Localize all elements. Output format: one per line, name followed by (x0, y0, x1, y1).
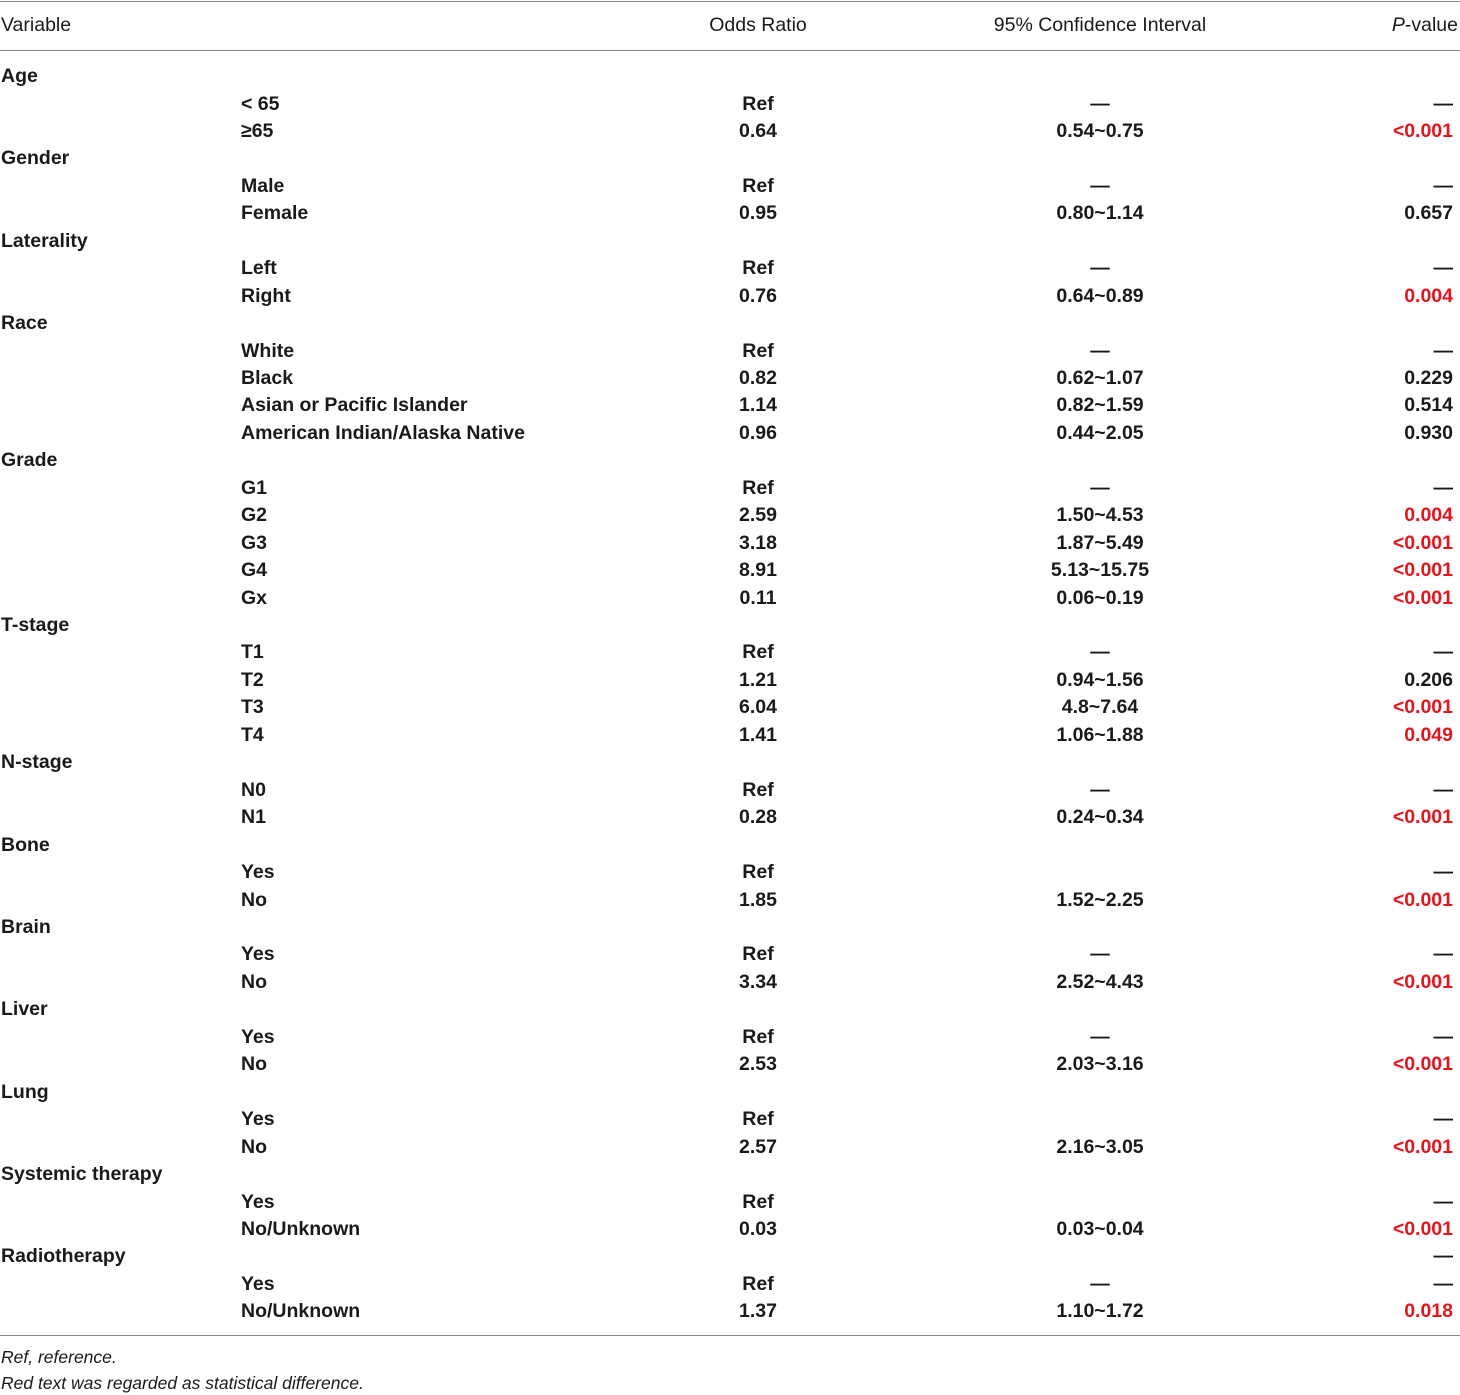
odds-ratio-value: 0.03 (739, 1217, 777, 1240)
p-value: <0.001 (1392, 888, 1453, 911)
odds-ratio-value: 0.96 (739, 421, 777, 444)
group-label: Grade (1, 449, 58, 472)
odds-ratio-value: 0.76 (739, 284, 777, 307)
group-p-value: — (1433, 1245, 1453, 1268)
row-category-label: T1 (241, 641, 264, 664)
p-value: <0.001 (1392, 696, 1453, 719)
p-value: — (1433, 339, 1453, 362)
p-value: 0.049 (1404, 723, 1453, 746)
odds-ratio-value: Ref (742, 476, 774, 499)
row-category-label: N1 (241, 806, 266, 829)
group-label: Bone (1, 833, 50, 856)
confidence-interval-value: 0.82~1.59 (1056, 394, 1144, 417)
column-header-variable: Variable (1, 14, 72, 36)
p-value: — (1433, 174, 1453, 197)
column-header-p-value (1392, 12, 1458, 39)
confidence-interval-value: 0.24~0.34 (1056, 806, 1144, 829)
row-category-label: Left (241, 257, 277, 280)
row-category-label: No/Unknown (241, 1217, 361, 1240)
p-value: <0.001 (1392, 970, 1453, 993)
confidence-interval-value: — (1090, 174, 1110, 197)
confidence-interval-value: 0.03~0.04 (1056, 1217, 1144, 1240)
row-category-label: T2 (241, 668, 264, 691)
p-value: 0.514 (1404, 394, 1453, 417)
p-value: — (1433, 1272, 1453, 1295)
confidence-interval-value: 1.87~5.49 (1056, 531, 1144, 554)
row-category-label: Yes (241, 1272, 275, 1295)
table-header-rule (0, 50, 1460, 51)
p-value: — (1433, 943, 1453, 966)
p-value: <0.001 (1392, 531, 1453, 554)
footnote-red-text: Red text was regarded as statistical difference. (1, 1373, 364, 1393)
group-label: Lung (1, 1080, 49, 1103)
row-category-label: G3 (241, 531, 268, 554)
confidence-interval-value: 0.54~0.75 (1056, 119, 1144, 142)
row-category-label: No (241, 888, 267, 911)
group-label: Systemic therapy (1, 1163, 163, 1185)
footnote-ref: Ref, reference. (1, 1347, 117, 1367)
group-label: Liver (1, 998, 48, 1021)
p-value: <0.001 (1392, 1217, 1453, 1240)
confidence-interval-value: 2.03~3.16 (1056, 1053, 1144, 1076)
confidence-interval-value: 2.52~4.43 (1056, 970, 1144, 993)
confidence-interval-value: — (1090, 641, 1110, 664)
odds-ratio-value: 1.37 (739, 1300, 777, 1323)
confidence-interval-value: 1.06~1.88 (1056, 723, 1144, 746)
confidence-interval-value: — (1090, 476, 1110, 499)
confidence-interval-value: — (1090, 943, 1110, 966)
row-category-label: Yes (241, 1025, 275, 1048)
odds-ratio-value: 2.59 (739, 504, 777, 527)
p-value: 0.018 (1404, 1300, 1453, 1323)
p-value: <0.001 (1392, 806, 1453, 829)
odds-ratio-value: 1.85 (739, 888, 777, 911)
row-category-label: Yes (241, 943, 275, 966)
row-category-label: American Indian/Alaska Native (241, 421, 525, 444)
odds-ratio-value: Ref (742, 943, 774, 966)
column-header-p-suffix: -value (1404, 14, 1458, 36)
odds-ratio-value: Ref (742, 1190, 774, 1213)
group-label: Race (1, 312, 48, 334)
row-category-label: T3 (241, 696, 264, 719)
confidence-interval-value: 0.94~1.56 (1056, 668, 1144, 691)
p-value: — (1433, 641, 1453, 664)
odds-ratio-value: 6.04 (739, 696, 777, 719)
odds-ratio-value: 0.82 (739, 366, 777, 389)
column-header-p-italic: P (1391, 14, 1405, 36)
row-category-label: White (241, 339, 295, 362)
odds-ratio-value: Ref (742, 1025, 774, 1048)
row-category-label: Female (241, 202, 309, 225)
odds-ratio-value: 0.28 (739, 806, 777, 829)
odds-ratio-value: Ref (742, 257, 774, 280)
p-value: 0.004 (1404, 504, 1453, 527)
p-value: 0.229 (1404, 366, 1453, 389)
p-value: 0.206 (1404, 668, 1453, 691)
odds-ratio-value: Ref (742, 339, 774, 362)
row-category-label: G1 (241, 476, 268, 499)
row-category-label: Gx (241, 586, 268, 609)
row-category-label: Male (241, 174, 285, 197)
column-header-odds-ratio: Odds Ratio (709, 14, 807, 36)
row-category-label: Black (241, 366, 294, 389)
confidence-interval-value: — (1090, 257, 1110, 280)
p-value: — (1433, 778, 1453, 801)
odds-ratio-value: 2.57 (739, 1135, 777, 1158)
row-category-label: T4 (241, 723, 264, 746)
group-label: Brain (1, 915, 51, 938)
p-value: — (1433, 476, 1453, 499)
p-value: — (1433, 1108, 1453, 1131)
p-value: 0.930 (1404, 421, 1453, 444)
row-category-label: Yes (241, 1108, 275, 1131)
row-category-label: No (241, 970, 267, 993)
row-category-label: G2 (241, 504, 268, 527)
odds-ratio-value: 0.95 (739, 202, 777, 225)
confidence-interval-value: 4.8~7.64 (1061, 696, 1139, 719)
confidence-interval-value: 5.13~15.75 (1050, 559, 1150, 582)
p-value: — (1433, 92, 1453, 115)
odds-ratio-value: Ref (742, 174, 774, 197)
p-value: <0.001 (1392, 586, 1453, 609)
odds-ratio-value: Ref (742, 92, 774, 115)
confidence-interval-value: 0.62~1.07 (1056, 366, 1144, 389)
confidence-interval-value: — (1090, 1025, 1110, 1048)
confidence-interval-value: — (1090, 339, 1110, 362)
p-value: — (1433, 1190, 1453, 1213)
odds-ratio-value: 1.14 (739, 394, 777, 417)
confidence-interval-value: 1.52~2.25 (1056, 888, 1144, 911)
group-label: Laterality (1, 229, 88, 252)
odds-ratio-value: 8.91 (739, 559, 777, 582)
confidence-interval-value: 2.16~3.05 (1056, 1135, 1144, 1158)
row-category-label: Yes (241, 1190, 275, 1213)
p-value: — (1433, 257, 1453, 280)
confidence-interval-value: — (1090, 1272, 1110, 1295)
confidence-interval-value: 1.10~1.72 (1056, 1300, 1144, 1323)
p-value: — (1433, 1025, 1453, 1048)
odds-ratio-value: Ref (742, 778, 774, 801)
odds-ratio-value: 1.21 (739, 668, 777, 691)
odds-ratio-value: 0.11 (739, 586, 777, 609)
odds-ratio-value: 3.18 (739, 531, 777, 554)
row-category-label: Yes (241, 861, 275, 883)
p-value: <0.001 (1392, 559, 1453, 582)
odds-ratio-value: 3.34 (739, 970, 777, 993)
p-value: 0.657 (1404, 202, 1453, 225)
p-value: 0.004 (1404, 284, 1453, 307)
p-value: <0.001 (1392, 1135, 1453, 1158)
table-bottom-rule (0, 1335, 1460, 1336)
confidence-interval-value: — (1090, 92, 1110, 115)
confidence-interval-value: — (1090, 778, 1110, 801)
column-header-ci: 95% Confidence Interval (993, 14, 1207, 36)
row-category-label: G4 (241, 559, 268, 582)
odds-ratio-value: Ref (742, 861, 774, 883)
group-label: Radiotherapy (1, 1245, 126, 1268)
group-label: T-stage (1, 614, 70, 636)
confidence-interval-value: 0.44~2.05 (1056, 421, 1144, 444)
row-category-label: ≥65 (241, 119, 274, 142)
p-value: <0.001 (1392, 1053, 1453, 1076)
p-value: <0.001 (1392, 119, 1453, 142)
odds-ratio-value: 2.53 (739, 1053, 777, 1076)
table-top-rule (0, 1, 1460, 2)
row-category-label: No/Unknown (241, 1300, 361, 1323)
group-label: N-stage (1, 751, 73, 774)
odds-ratio-value: Ref (742, 1108, 774, 1131)
row-category-label: Asian or Pacific Islander (241, 394, 468, 417)
odds-ratio-value: 0.64 (739, 119, 777, 142)
group-label: Gender (1, 147, 70, 170)
row-category-label: No (241, 1053, 267, 1076)
confidence-interval-value: 0.64~0.89 (1056, 284, 1144, 307)
group-label: Age (1, 65, 38, 87)
confidence-interval-value: 0.80~1.14 (1056, 202, 1144, 225)
row-category-label: < 65 (241, 92, 280, 115)
odds-ratio-value: Ref (742, 1272, 774, 1295)
confidence-interval-value: 1.50~4.53 (1056, 504, 1144, 527)
odds-ratio-value: 1.41 (739, 723, 777, 746)
confidence-interval-value: 0.06~0.19 (1056, 586, 1144, 609)
row-category-label: Right (241, 284, 291, 307)
p-value: — (1433, 861, 1453, 883)
odds-ratio-value: Ref (742, 641, 774, 664)
row-category-label: N0 (241, 778, 266, 801)
row-category-label: No (241, 1135, 267, 1158)
